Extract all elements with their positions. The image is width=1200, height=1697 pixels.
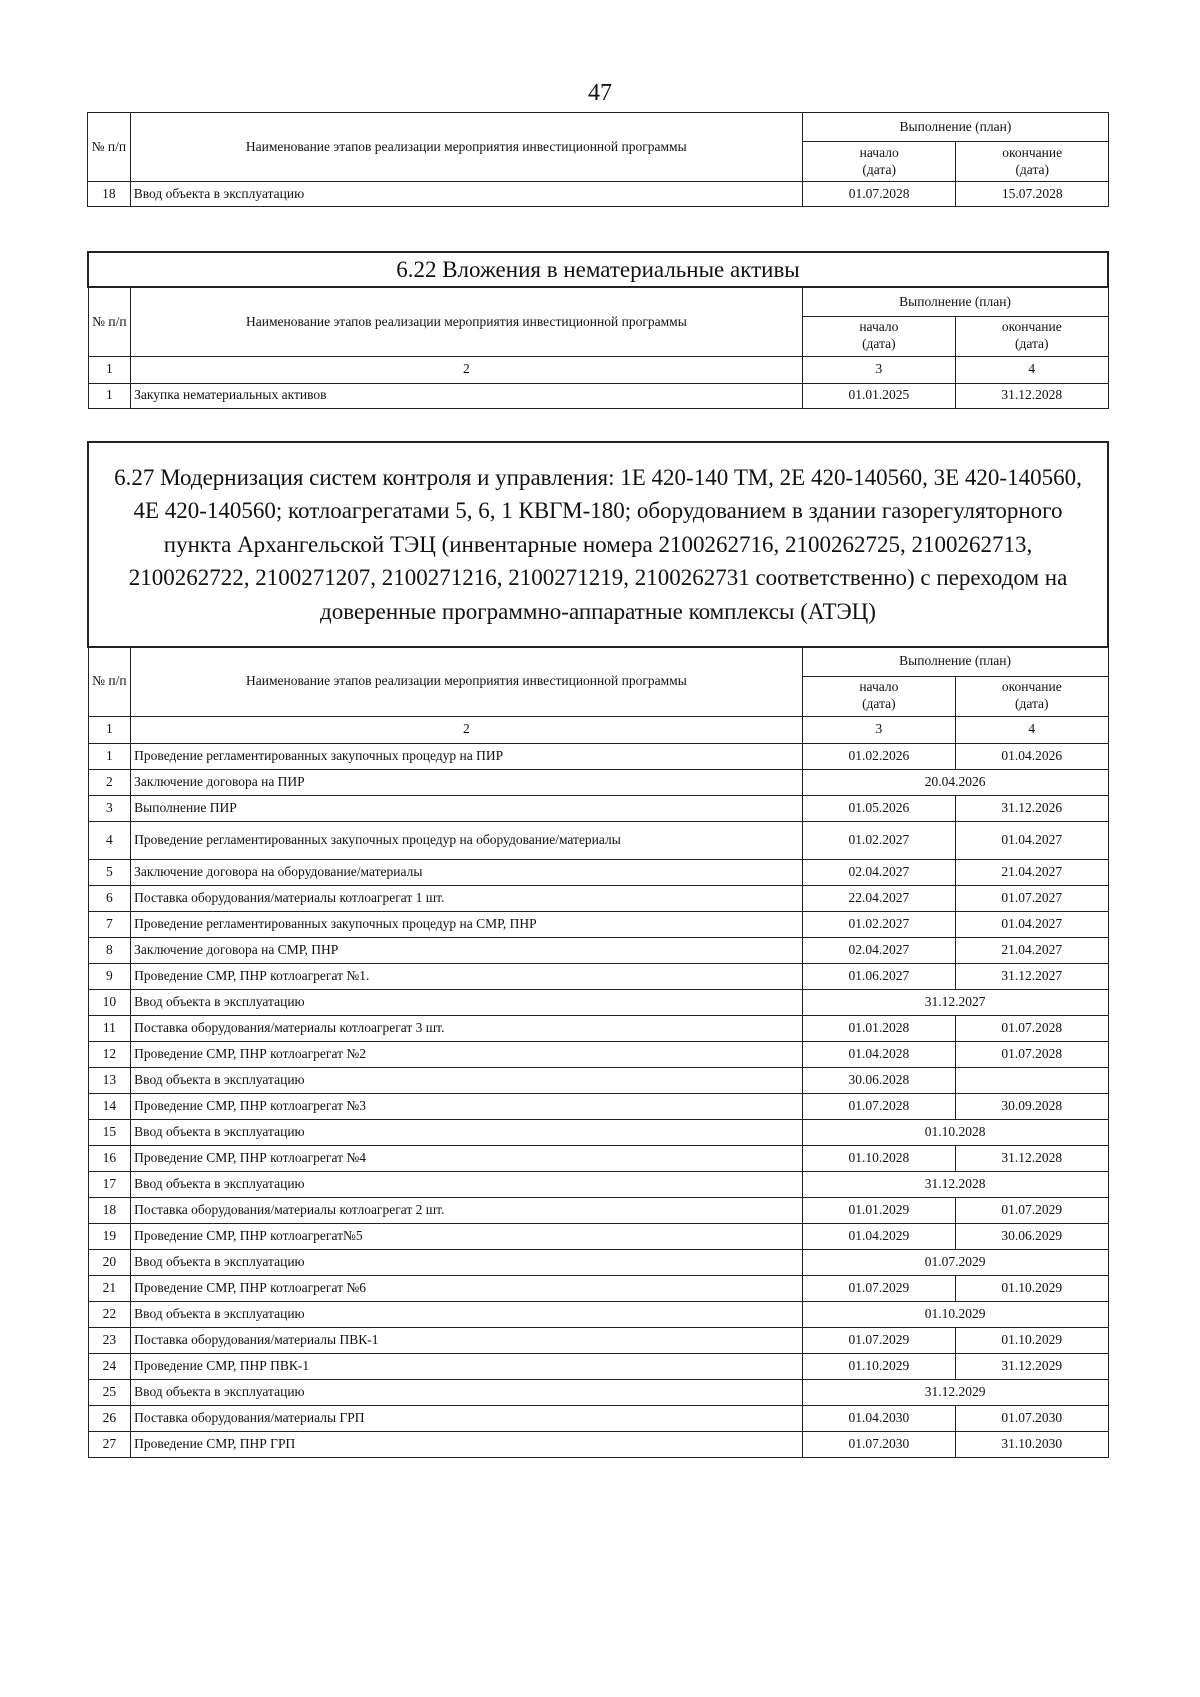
row-number: 1: [88, 383, 131, 408]
stage-name: Проведение СМР, ПНР котлоагрегат№5: [131, 1223, 803, 1249]
start-date: 01.10.2029: [802, 1353, 955, 1379]
col-name-header: Наименование этапов реализации мероприятия инвестиционной программы: [131, 647, 803, 716]
end-date: 15.07.2028: [956, 182, 1109, 207]
stage-name: Заключение договора на оборудование/материалы: [131, 859, 803, 885]
end-date: 01.04.2026: [956, 743, 1108, 769]
col-num-header: № п/п: [88, 113, 131, 182]
start-date: 01.07.2029: [802, 1327, 955, 1353]
end-date: 31.12.2026: [956, 795, 1108, 821]
start-date: 01.07.2029: [802, 1275, 955, 1301]
start-date: 01.04.2030: [802, 1405, 955, 1431]
col-start-header: начало (дата): [802, 142, 956, 182]
col-name-header: Наименование этапов реализации мероприятия инвестиционной программы: [130, 113, 802, 182]
stage-name: Ввод объекта в эксплуатацию: [131, 989, 803, 1015]
table-row: [88, 963, 1108, 989]
col-exec-header: Выполнение (план): [802, 287, 1108, 316]
table-row: [88, 1379, 1108, 1405]
row-number: 18: [88, 1197, 131, 1223]
row-number: 27: [88, 1431, 131, 1457]
end-date: 01.07.2028: [956, 1041, 1108, 1067]
table-row: [88, 1197, 1108, 1223]
table-row: [88, 1275, 1108, 1301]
end-date: 01.07.2029: [956, 1197, 1108, 1223]
row-number: 7: [88, 911, 131, 937]
table-row: [88, 1171, 1108, 1197]
table-row: [88, 859, 1108, 885]
table-row: [88, 1431, 1108, 1457]
section-622-title: 6.22 Вложения в нематериальные активы: [88, 252, 1108, 287]
start-date: 01.01.2025: [802, 383, 955, 408]
col-start-header: начало (дата): [802, 316, 955, 356]
table-row: [88, 1353, 1108, 1379]
end-date: 31.10.2030: [956, 1431, 1108, 1457]
table-row: [88, 795, 1108, 821]
stage-date: 01.07.2029: [802, 1249, 1108, 1275]
row-number: 24: [88, 1353, 131, 1379]
table-row: [88, 1041, 1108, 1067]
start-date: 01.07.2030: [802, 1431, 955, 1457]
start-date: 01.01.2028: [802, 1015, 955, 1041]
start-date: 01.02.2026: [802, 743, 955, 769]
row-number: 1: [88, 743, 131, 769]
table-row: [88, 769, 1108, 795]
stage-name: Заключение договора на ПИР: [131, 769, 803, 795]
section-622-table: [87, 251, 1109, 409]
stage-name: Проведение СМР, ПНР ПВК-1: [131, 1353, 803, 1379]
start-date: 01.05.2026: [802, 795, 955, 821]
start-date: 01.02.2027: [802, 911, 955, 937]
stage-name: Проведение СМР, ПНР котлоагрегат №2: [131, 1041, 803, 1067]
row-number: 22: [88, 1301, 131, 1327]
end-date: [956, 1067, 1108, 1093]
start-date: 02.04.2027: [802, 859, 955, 885]
col-name-header: Наименование этапов реализации мероприятия инвестиционной программы: [131, 287, 803, 356]
stage-date: 31.12.2027: [802, 989, 1108, 1015]
stage-name: Ввод объекта в эксплуатацию: [131, 1379, 803, 1405]
row-number: 17: [88, 1171, 131, 1197]
stage-name: Проведение регламентированных закупочных процедур на ПИР: [131, 743, 803, 769]
row-number: 21: [88, 1275, 131, 1301]
section-627-title: 6.27 Модернизация систем контроля и управления: 1Е 420-140 ТМ, 2Е 420-140560, 3Е 420-140560, 4Е 420-140560; котлоагрегатами 5, 6, 1 КВГМ-180; оборудованием в здании газорегуляторного пункта Архангельской ТЭЦ (инвентарные номера 2100262716, 2100262725, 2100262713, 2100262722, 2100271207, 2100271216, 2100271219, 2100262731 соответственно) с переходом на доверенные программно-аппаратные комплексы (АТЭЦ): [88, 442, 1108, 647]
start-date: 01.02.2027: [802, 821, 955, 859]
stage-name: Проведение СМР, ПНР ГРП: [131, 1431, 803, 1457]
row-number: 2: [88, 769, 131, 795]
col-exec-header: Выполнение (план): [802, 113, 1108, 142]
end-date: 01.07.2030: [956, 1405, 1108, 1431]
stage-name: Ввод объекта в эксплуатацию: [131, 1119, 803, 1145]
start-date: 30.06.2028: [802, 1067, 955, 1093]
col-num-header: № п/п: [88, 287, 131, 356]
stage-name: Поставка оборудования/материалы ПВК-1: [131, 1327, 803, 1353]
end-date: 31.12.2028: [956, 1145, 1108, 1171]
col-end-header: окончание (дата): [956, 316, 1108, 356]
row-number: 20: [88, 1249, 131, 1275]
end-date: 31.12.2029: [956, 1353, 1108, 1379]
start-date: 22.04.2027: [802, 885, 955, 911]
stage-date: 31.12.2028: [802, 1171, 1108, 1197]
table-row: [88, 937, 1108, 963]
table-row: [88, 1405, 1108, 1431]
stage-name: Выполнение ПИР: [131, 795, 803, 821]
row-number: 11: [88, 1015, 131, 1041]
stage-name: Проведение СМР, ПНР котлоагрегат №1.: [131, 963, 803, 989]
row-number: 3: [88, 795, 131, 821]
row-number: 8: [88, 937, 131, 963]
row-number: 19: [88, 1223, 131, 1249]
table-row: [88, 1119, 1108, 1145]
stage-date: 01.10.2029: [802, 1301, 1108, 1327]
table-row: [88, 1145, 1108, 1171]
stage-name: Проведение СМР, ПНР котлоагрегат №4: [131, 1145, 803, 1171]
table-row: [88, 182, 1109, 207]
table-row: [88, 1093, 1108, 1119]
start-date: 02.04.2027: [802, 937, 955, 963]
col-end-header: окончание (дата): [956, 676, 1108, 716]
end-date: 30.06.2029: [956, 1223, 1108, 1249]
index-row: 1 2 3 4: [88, 356, 1108, 383]
start-date: 01.04.2028: [802, 1041, 955, 1067]
stage-name: Поставка оборудования/материалы ГРП: [131, 1405, 803, 1431]
stage-name: Проведение регламентированных закупочных процедур на оборудование/материалы: [131, 821, 803, 859]
end-date: 31.12.2027: [956, 963, 1108, 989]
stage-name: Ввод объекта в эксплуатацию: [130, 182, 802, 207]
row-number: 26: [88, 1405, 131, 1431]
row-number: 25: [88, 1379, 131, 1405]
end-date: 21.04.2027: [956, 859, 1108, 885]
table-row: [88, 1223, 1108, 1249]
end-date: 01.07.2028: [956, 1015, 1108, 1041]
row-number: 16: [88, 1145, 131, 1171]
end-date: 01.10.2029: [956, 1327, 1108, 1353]
section-627-table: [87, 441, 1109, 1458]
stage-name: Заключение договора на СМР, ПНР: [131, 937, 803, 963]
table-row: [88, 1301, 1108, 1327]
table-row: [88, 989, 1108, 1015]
table-row: [88, 911, 1108, 937]
stage-name: Поставка оборудования/материалы котлоагрегат 3 шт.: [131, 1015, 803, 1041]
stage-name: Проведение СМР, ПНР котлоагрегат №3: [131, 1093, 803, 1119]
stage-date: 20.04.2026: [802, 769, 1108, 795]
stage-name: Проведение регламентированных закупочных процедур на СМР, ПНР: [131, 911, 803, 937]
end-date: 01.04.2027: [956, 821, 1108, 859]
row-number: 5: [88, 859, 131, 885]
end-date: 31.12.2028: [956, 383, 1108, 408]
start-date: 01.07.2028: [802, 182, 956, 207]
table-row: [88, 1249, 1108, 1275]
col-num-header: № п/п: [88, 647, 131, 716]
stage-name: Поставка оборудования/материалы котлоагрегат 2 шт.: [131, 1197, 803, 1223]
table-row: [88, 1015, 1108, 1041]
stage-name: Ввод объекта в эксплуатацию: [131, 1171, 803, 1197]
col-start-header: начало (дата): [802, 676, 955, 716]
row-number: 23: [88, 1327, 131, 1353]
end-date: 30.09.2028: [956, 1093, 1108, 1119]
end-date: 01.04.2027: [956, 911, 1108, 937]
col-exec-header: Выполнение (план): [802, 647, 1108, 676]
start-date: 01.04.2029: [802, 1223, 955, 1249]
start-date: 01.07.2028: [802, 1093, 955, 1119]
table-row: [88, 821, 1108, 859]
stage-name: Закупка нематериальных активов: [131, 383, 803, 408]
row-number: 15: [88, 1119, 131, 1145]
start-date: 01.06.2027: [802, 963, 955, 989]
col-end-header: окончание (дата): [956, 142, 1109, 182]
row-number: 18: [88, 182, 131, 207]
stage-name: Ввод объекта в эксплуатацию: [131, 1301, 803, 1327]
end-date: 21.04.2027: [956, 937, 1108, 963]
previous-section-table: [87, 112, 1109, 207]
row-number: 6: [88, 885, 131, 911]
row-number: 13: [88, 1067, 131, 1093]
stage-name: Ввод объекта в эксплуатацию: [131, 1249, 803, 1275]
stage-name: Ввод объекта в эксплуатацию: [131, 1067, 803, 1093]
end-date: 01.07.2027: [956, 885, 1108, 911]
table-row: [88, 383, 1108, 408]
stage-name: Проведение СМР, ПНР котлоагрегат №6: [131, 1275, 803, 1301]
table-row: [88, 1067, 1108, 1093]
start-date: 01.10.2028: [802, 1145, 955, 1171]
row-number: 14: [88, 1093, 131, 1119]
table-row: [88, 1327, 1108, 1353]
end-date: 01.10.2029: [956, 1275, 1108, 1301]
page-number: 47: [588, 80, 612, 106]
stage-date: 01.10.2028: [802, 1119, 1108, 1145]
index-row: 1 2 3 4: [88, 716, 1108, 743]
table-row: [88, 885, 1108, 911]
start-date: 01.01.2029: [802, 1197, 955, 1223]
row-number: 12: [88, 1041, 131, 1067]
row-number: 10: [88, 989, 131, 1015]
stage-name: Поставка оборудования/материалы котлоагрегат 1 шт.: [131, 885, 803, 911]
row-number: 9: [88, 963, 131, 989]
table-row: [88, 743, 1108, 769]
stage-date: 31.12.2029: [802, 1379, 1108, 1405]
row-number: 4: [88, 821, 131, 859]
